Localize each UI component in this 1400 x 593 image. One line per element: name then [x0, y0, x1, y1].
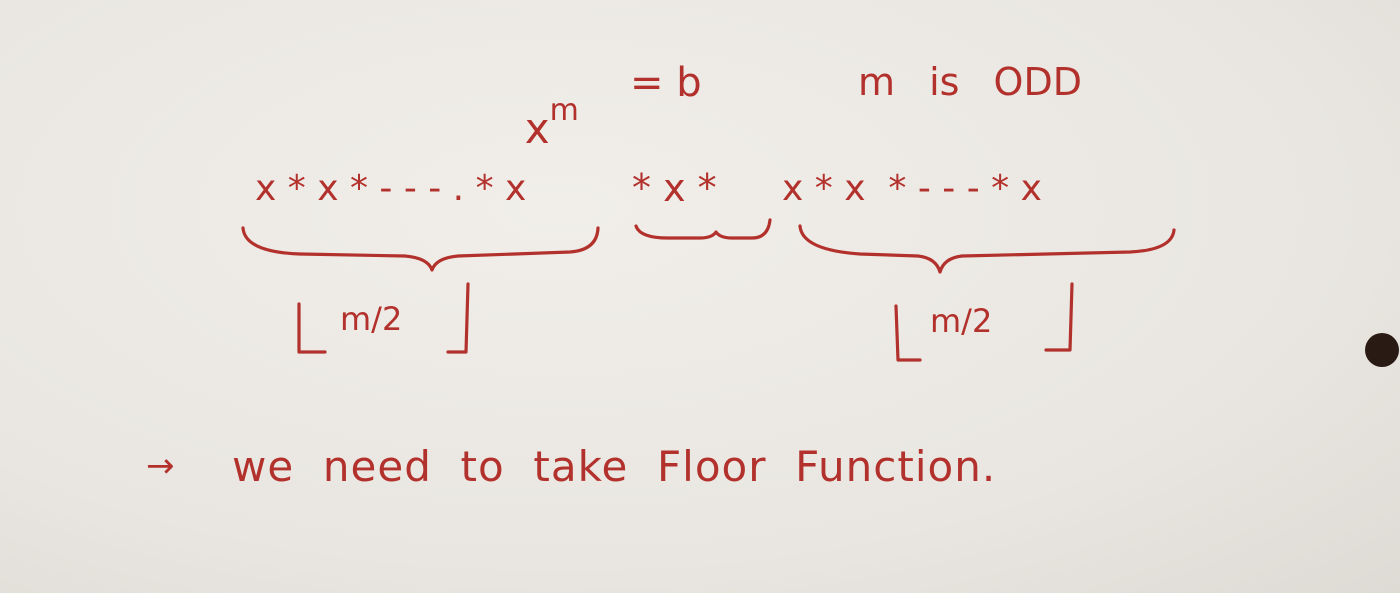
- ink-dot: [1365, 333, 1399, 367]
- right-floor-label: m/2: [930, 302, 993, 340]
- left-floor-label: m/2: [340, 300, 403, 338]
- right-floor-bracket-open: [896, 306, 920, 360]
- equation-condition: m is ODD: [858, 60, 1082, 104]
- right-floor-bracket-close: [1046, 284, 1072, 350]
- product-middle-group: * x *: [632, 166, 717, 210]
- equation-base: x: [524, 104, 550, 153]
- product-left-group: x * x * - - - . * x: [255, 168, 527, 209]
- left-floor-bracket-open: [299, 304, 325, 352]
- equation-exponent: m: [549, 93, 579, 128]
- product-right-group: x * x * - - - * x: [782, 168, 1042, 209]
- equation-rhs: = b: [630, 60, 702, 106]
- left-brace: [243, 228, 598, 270]
- conclusion-text: we need to take Floor Function.: [232, 442, 997, 491]
- conclusion-arrow: →: [146, 446, 175, 486]
- left-floor-bracket-close: [448, 284, 468, 352]
- right-brace: [800, 226, 1174, 272]
- middle-brace: [636, 220, 770, 238]
